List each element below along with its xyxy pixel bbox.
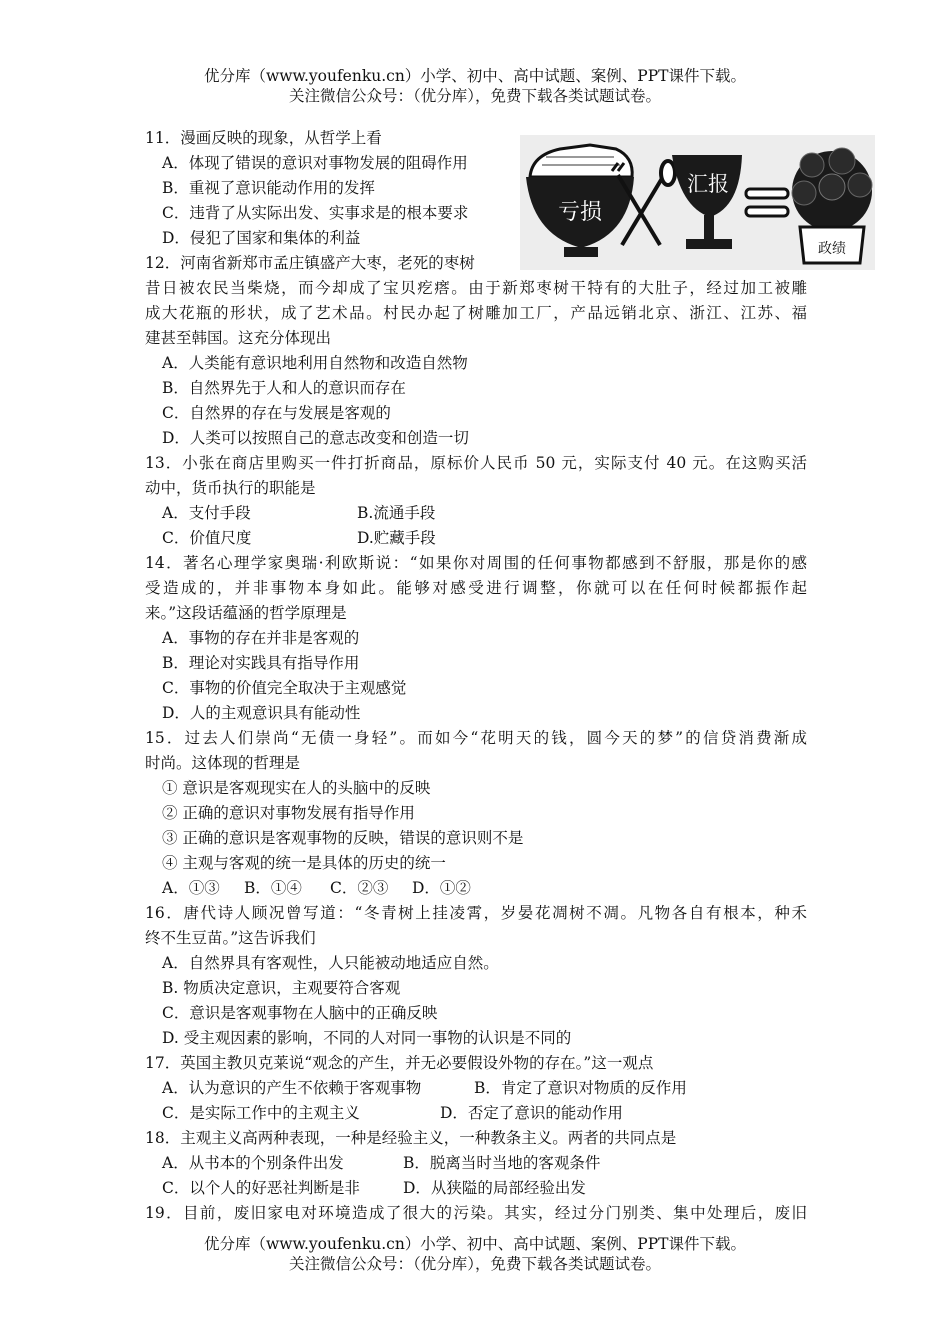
footer-line-1: 优分库（www.youfenku.cn）小学、初中、高中试题、案例、PPT课件下载。 xyxy=(203,1235,747,1253)
q13-option-d: D.贮藏手段 xyxy=(357,529,436,547)
q11-option-c: C．违背了从实际出发、实事求是的根本要求 xyxy=(162,204,469,222)
q17-option-c: C．是实际工作中的主观主义 xyxy=(162,1104,360,1122)
q15-option-d: D．①② xyxy=(412,879,471,897)
header-line-1: 优分库（www.youfenku.cn）小学、初中、高中试题、案例、PPT课件下载。 xyxy=(203,67,747,85)
q11-stem: 11．漫画反映的现象，从哲学上看 xyxy=(145,129,382,147)
q13-stem-1: 13．小张在商店里购买一件打折商品，原标价人民币 50 元，实际支付 40 元。在这购买活 xyxy=(145,454,807,472)
q14-stem-1: 14．著名心理学家奥瑞·利欧斯说：“如果你对周围的任何事物都感到不舒服，那是你的感 xyxy=(145,554,807,572)
q18-option-b: B．脱离当时当地的客观条件 xyxy=(403,1154,601,1172)
q18-option-d: D．从狭隘的局部经验出发 xyxy=(403,1179,586,1197)
header-line-2: 关注微信公众号：（优分库），免费下载各类试题试卷。 xyxy=(288,87,661,105)
q12-option-c: C．自然界的存在与发展是客观的 xyxy=(162,404,391,422)
q15-stem-2: 时尚。这体现的哲理是 xyxy=(145,754,301,772)
q14-option-b: B．理论对实践具有指导作用 xyxy=(162,654,360,672)
flower-label: 政绩 xyxy=(818,241,846,257)
q13-option-b: B.流通手段 xyxy=(357,504,436,522)
q16-option-c: C．意识是客观事物在人脑中的正确反映 xyxy=(162,1004,438,1022)
q19-stem-1: 19．目前，废旧家电对环境造成了很大的污染。其实，经过分门别类、集中处理后，废旧 xyxy=(145,1204,807,1222)
q15-option-a: A．①③ xyxy=(162,879,220,897)
q18-option-a: A．从书本的个别条件出发 xyxy=(162,1154,344,1172)
q17-option-a: A．认为意识的产生不依赖于客观事物 xyxy=(162,1079,422,1097)
q18-stem: 18．主观主义高两种表现，一种是经验主义，一种教条主义。两者的共同点是 xyxy=(145,1129,677,1147)
q12-stem-3: 成大花瓶的形状，成了艺术品。村民办起了树雕加工厂，产品远销北京、浙江、江苏、福 xyxy=(145,304,807,322)
q17-option-d: D．否定了意识的能动作用 xyxy=(440,1104,623,1122)
q13-option-c: C．价值尺度 xyxy=(162,529,252,547)
q16-stem-1: 16．唐代诗人顾况曾写道：“冬青树上挂凌霄，岁晏花凋树不凋。凡物各自有根本，种禾 xyxy=(145,904,807,922)
q15-stem-1: 15．过去人们崇尚“无债一身轻”。而如今“花明天的钱，圆今天的梦”的信贷消费渐成 xyxy=(145,729,807,747)
q16-stem-2: 终不生豆苗。”这告诉我们 xyxy=(145,929,316,947)
q13-stem-2: 动中，货币执行的职能是 xyxy=(145,479,316,497)
footer-line-2: 关注微信公众号：（优分库），免费下载各类试题试卷。 xyxy=(288,1255,661,1273)
q15-statement-4: ④ 主观与客观的统一是具体的历史的统一 xyxy=(162,854,446,872)
q15-statement-1: ① 意识是客观现实在人的头脑中的反映 xyxy=(162,779,431,797)
q15-statement-2: ② 正确的意识对事物发展有指导作用 xyxy=(162,804,415,822)
q12-option-d: D．人类可以按照自己的意志改变和创造一切 xyxy=(162,429,469,447)
q12-stem-1: 12．河南省新郑市孟庄镇盛产大枣，老死的枣树 xyxy=(145,254,475,272)
q11-option-d: D．侵犯了国家和集体的利益 xyxy=(162,229,361,247)
q12-option-a: A．人类能有意识地利用自然物和改造自然物 xyxy=(162,354,468,372)
q12-option-b: B．自然界先于人和人的意识而存在 xyxy=(162,379,406,397)
q12-stem-2: 昔日被农民当柴烧，而今却成了宝贝疙瘩。由于新郑枣树干特有的大肚子，经过加工被雕 xyxy=(145,279,807,297)
q16-option-d: D. 受主观因素的影响，不同的人对同一事物的认识是不同的 xyxy=(162,1029,572,1047)
q15-statement-3: ③ 正确的意识是客观事物的反映，错误的意识则不是 xyxy=(162,829,524,847)
q14-stem-2: 受造成的，并非事物本身如此。能够对感受进行调整，你就可以在任何时候都振作起 xyxy=(145,579,807,597)
bowl-label: 亏损 xyxy=(557,200,603,225)
cartoon-illustration xyxy=(520,135,875,270)
q18-option-c: C．以个人的好恶社判断是非 xyxy=(162,1179,360,1197)
q16-option-a: A．自然界具有客观性，人只能被动地适应自然。 xyxy=(162,954,499,972)
q15-option-c: C．②③ xyxy=(330,879,389,897)
q12-stem-4: 建甚至韩国。这充分体现出 xyxy=(145,329,332,347)
cup-label: 汇报 xyxy=(687,172,729,196)
q17-option-b: B．肯定了意识对物质的反作用 xyxy=(474,1079,687,1097)
q14-option-d: D．人的主观意识具有能动性 xyxy=(162,704,361,722)
q11-option-b: B．重视了意识能动作用的发挥 xyxy=(162,179,375,197)
q11-option-a: A．体现了错误的意识对事物发展的阻碍作用 xyxy=(162,154,468,172)
q17-stem: 17．英国主教贝克莱说“观念的产生，并无必要假设外物的存在。”这一观点 xyxy=(145,1054,654,1072)
q13-option-a: A．支付手段 xyxy=(162,504,251,522)
q15-option-b: B．①④ xyxy=(244,879,302,897)
q14-option-c: C．事物的价值完全取决于主观感觉 xyxy=(162,679,407,697)
q14-stem-3: 来。”这段话蕴涵的哲学原理是 xyxy=(145,604,347,622)
q16-option-b: B. 物质决定意识，主观要符合客观 xyxy=(162,979,401,997)
q14-option-a: A．事物的存在并非是客观的 xyxy=(162,629,360,647)
